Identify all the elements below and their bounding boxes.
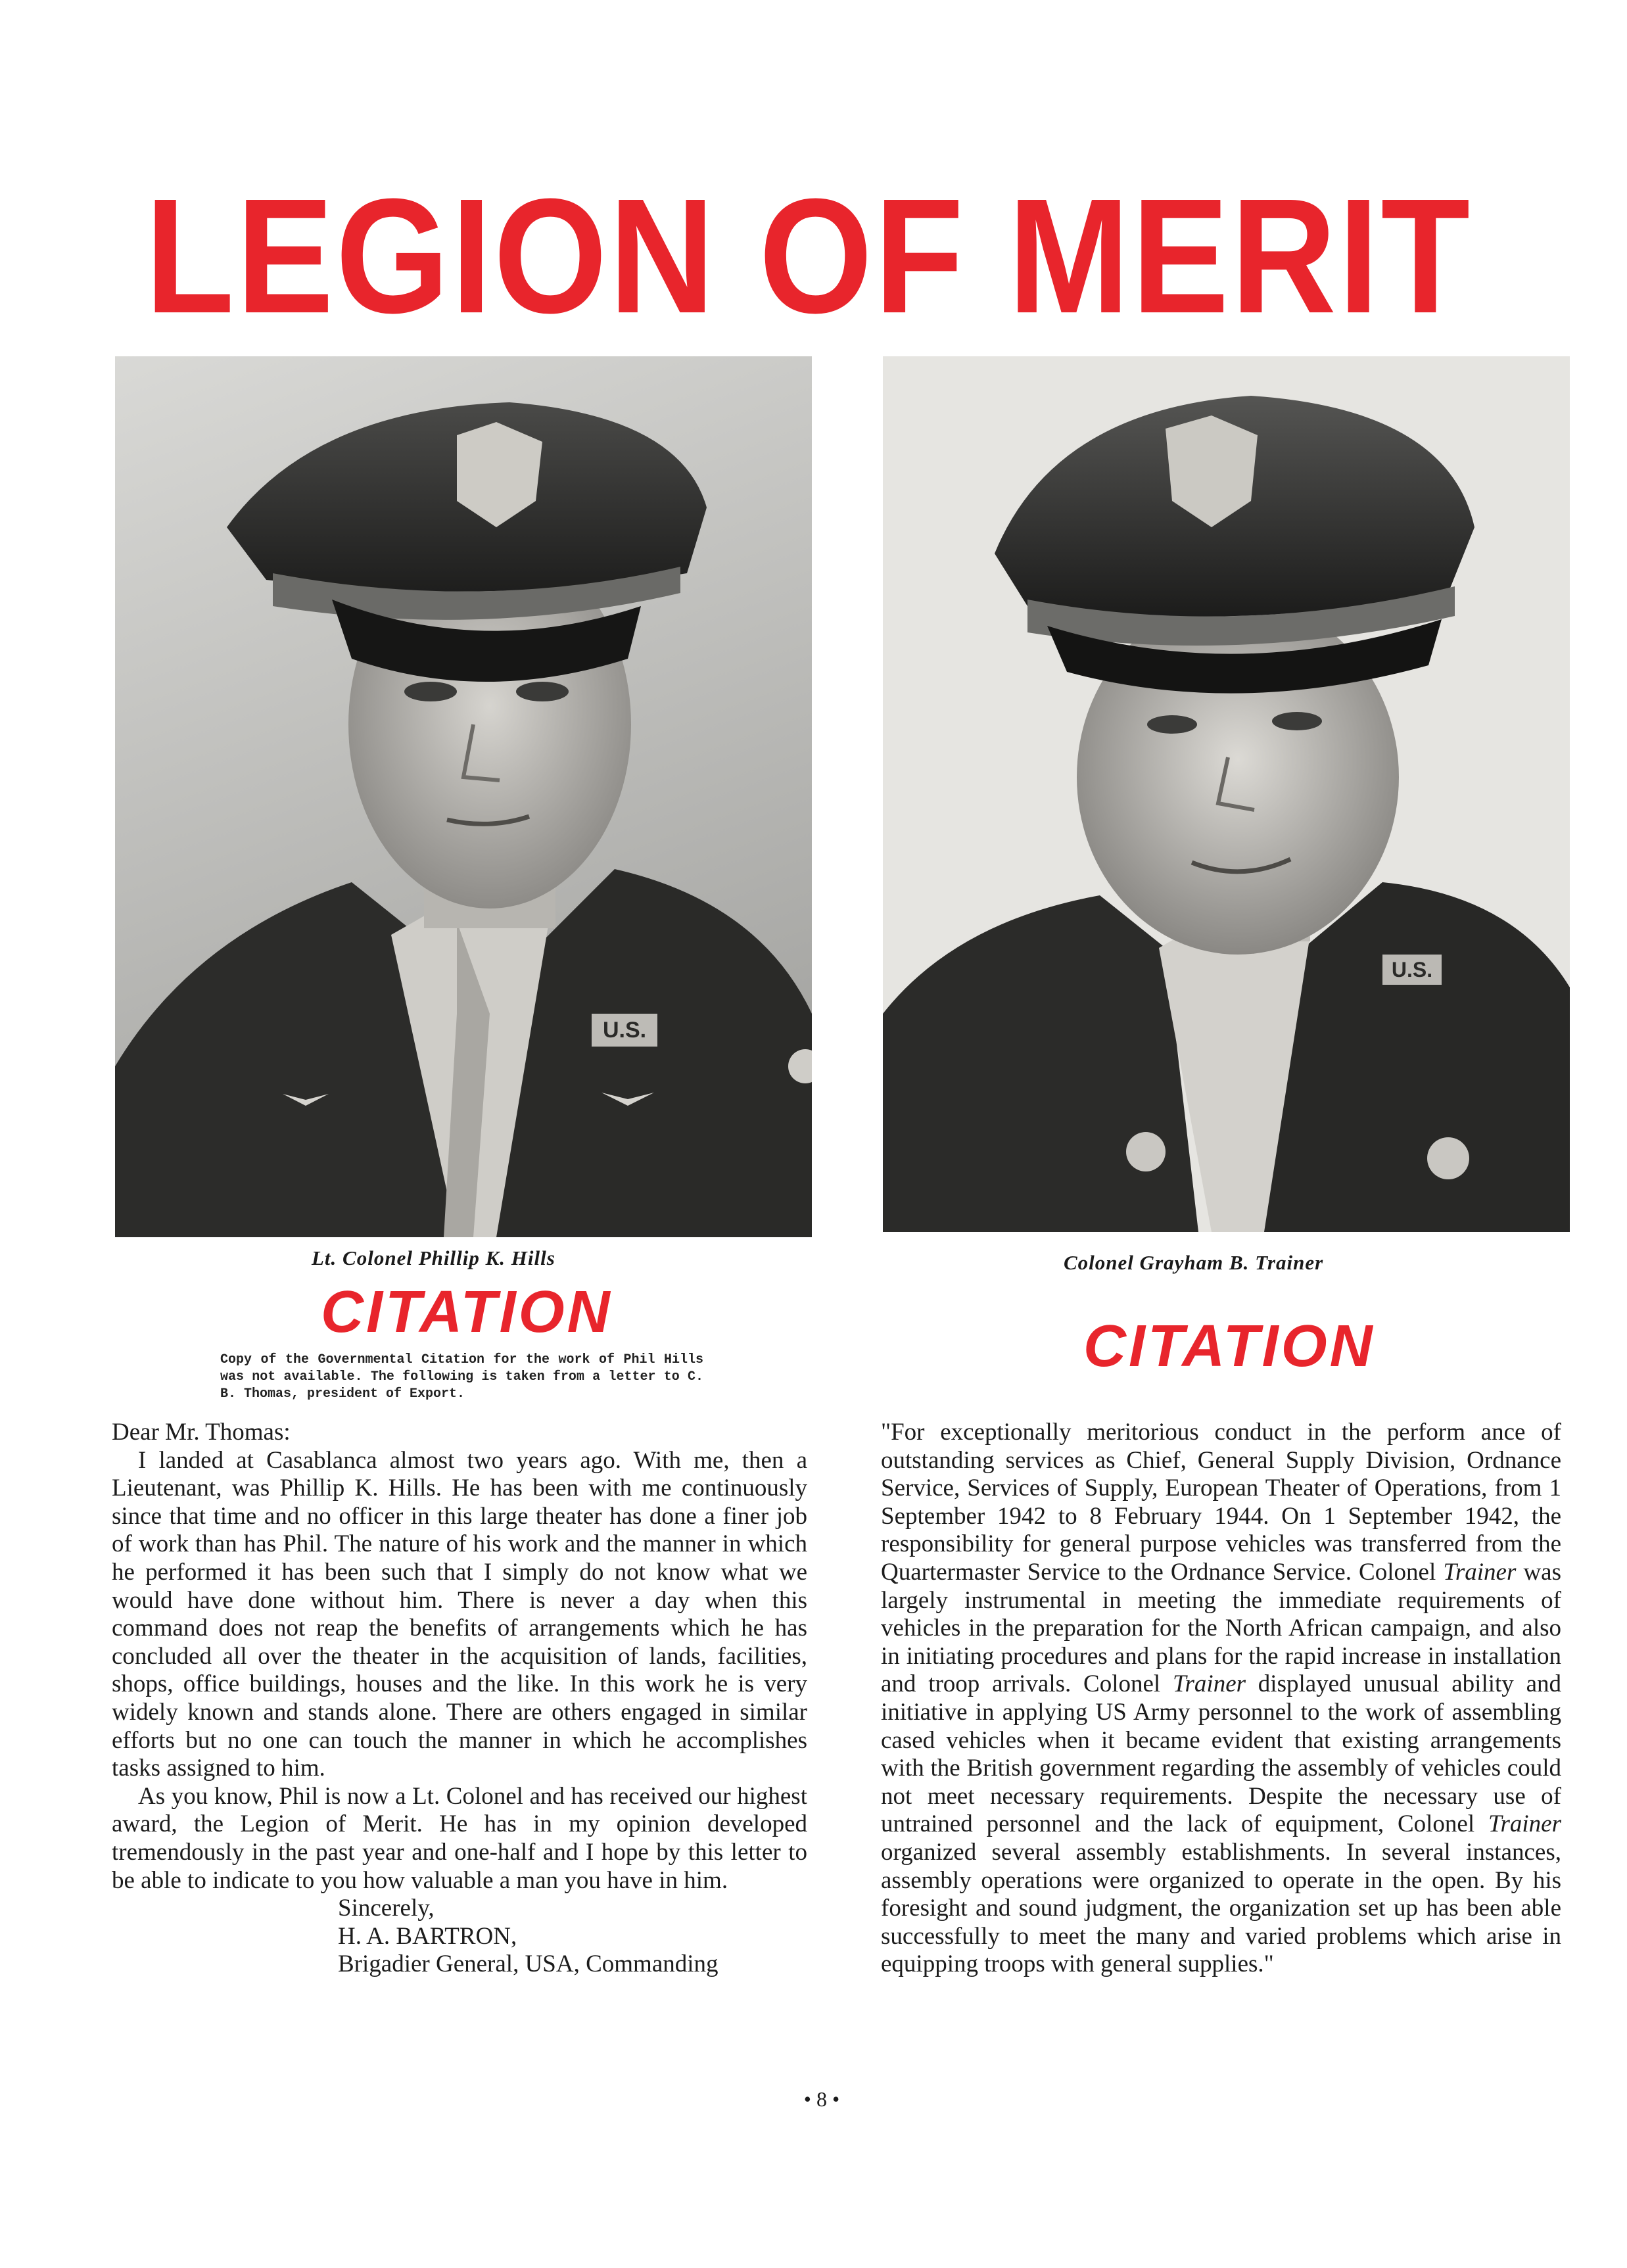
portrait-photo-trainer <box>883 356 1570 1232</box>
letter-salutation: Dear Mr. Thomas: <box>112 1419 291 1446</box>
photo-caption-hills: Lt. Colonel Phillip K. Hills <box>312 1246 555 1269</box>
citation-quote <box>881 1419 1561 1979</box>
quote-text: displayed unusual ability and initiative in applying US Army personnel to the work of assembling cased vehicles when it became evident that existing arrangements with the British government regarding the assembly of vehicles could not meet necessary requirements. Despite the necessary use of untrained personnel and the lack of equipment, Colonel <box>881 1670 1561 1838</box>
quote-text: "For exceptionally meritorious conduct in the perform ance of outstanding services as Chief, General Supply Division, Ordnance Service, Services of Supply, European Theater of Operations, from 1 September 1942 to 8 February 1944. On 1 September 1942, the responsibility for general purpose vehicles was transferred from the Quartermaster Service to the Ordnance Service. Colonel <box>881 1419 1561 1586</box>
quote-name-emphasis: Trainer <box>1172 1670 1246 1698</box>
citation-heading-right: CITATION <box>1083 1313 1375 1379</box>
citation-heading-left: CITATION <box>321 1279 613 1345</box>
photo-caption-trainer: Colonel Grayham B. Trainer <box>1064 1251 1324 1274</box>
letter-signer-title: Brigadier General, USA, Commanding <box>338 1950 719 1978</box>
portrait-photo-hills <box>115 356 812 1237</box>
quote-text: organized several assembly establishments. In several instances, assembly operations were organized to operate in the open. By his foresight and sound judgment, the organization set up has been able successfully to meet the many and varied problems which arise in equipping troops with general supplies." <box>881 1838 1561 1978</box>
quote-name-emphasis: Trainer <box>1443 1558 1517 1586</box>
letter-signer-name: H. A. BARTRON, <box>338 1922 517 1950</box>
letter-paragraph-1: I landed at Casablanca almost two years ago. With me, then a Lieutenant, was Phillip K. Hills. He has been with me continuously since that time and no officer in this large theater has done a finer job of work than has Phil. The nature of his work and the manner in which he performed it has been such that I simply do not know what we would have done without him. There is never a day when this command does not reap the benefits of arrangements which he has concluded all over the theater in the acquisition of lands, facilities, shops, office buildings, houses and the like. In this work he is very widely known and stands alone. There are others engaged in similar efforts but no one can touch the manner in which he accomplishes tasks assigned to him. <box>112 1446 807 1782</box>
citation-note: Copy of the Governmental Citation for the work of Phil Hills was not available. The following is taken from a letter to C. B. Thomas, president of Export. <box>220 1352 703 1402</box>
letter-closing: Sincerely, <box>338 1895 435 1922</box>
quote-text: was largely instrumental in meeting the immediate requirements of vehicles in the preparation for the North African campaign, and also in initiating procedures and plans for the rapid increase in installation and troop arrivals. Colonel <box>881 1558 1561 1698</box>
letter-paragraph-2: As you know, Phil is now a Lt. Colonel and has received our highest award, the Legion of Merit. He has in my opinion developed tremendously in the past year and one-half and I hope by this letter to be able to indicate to you how valuable a man you have in him. <box>112 1782 807 1894</box>
page-title: LEGION OF MERIT <box>145 165 1473 348</box>
letter-text <box>112 1419 807 1979</box>
page-number: • 8 • <box>803 2087 840 2111</box>
collar-badge-us: U.S. <box>1391 958 1433 981</box>
quote-name-emphasis: Trainer <box>1488 1810 1561 1838</box>
collar-badge-us: U.S. <box>602 1018 647 1043</box>
